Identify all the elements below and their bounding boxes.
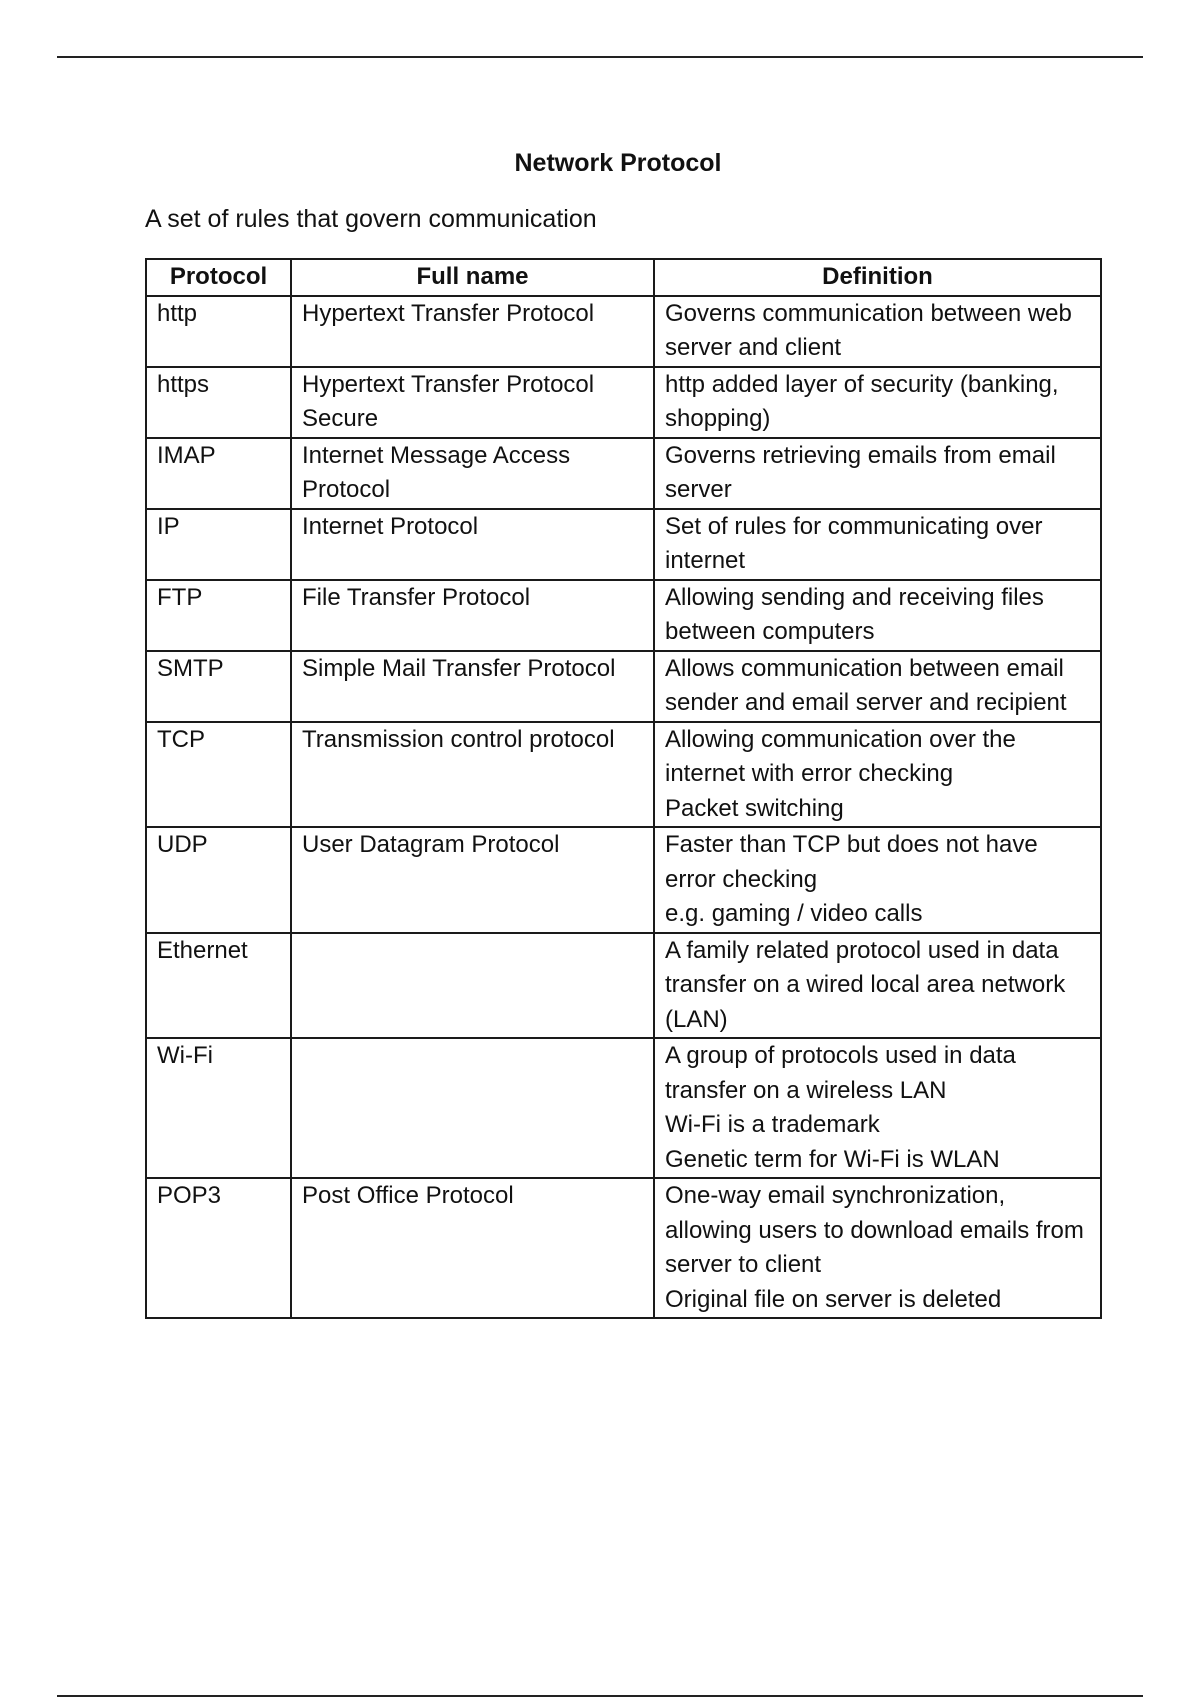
protocol-cell: UDP xyxy=(146,827,291,933)
footer-divider xyxy=(57,1695,1143,1697)
definition-cell: Allowing sending and receiving files between computers xyxy=(654,580,1101,651)
definition-cell: http added layer of security (banking, shopping) xyxy=(654,367,1101,438)
definition-cell: Allows communication between email sender and email server and recipient xyxy=(654,651,1101,722)
column-header-definition: Definition xyxy=(654,259,1101,296)
table-row xyxy=(146,580,1101,651)
protocol-cell: http xyxy=(146,296,291,367)
definition-cell: A family related protocol used in data transfer on a wired local area network (LAN) xyxy=(654,933,1101,1039)
full-name-cell: Internet Protocol xyxy=(291,509,654,580)
table-row xyxy=(146,933,1101,1039)
definition-cell: Faster than TCP but does not have error checking e.g. gaming / video calls xyxy=(654,827,1101,933)
protocol-cell: TCP xyxy=(146,722,291,828)
table-row xyxy=(146,651,1101,722)
full-name-cell: User Datagram Protocol xyxy=(291,827,654,933)
full-name-cell: Internet Message Access Protocol xyxy=(291,438,654,509)
table-row xyxy=(146,296,1101,367)
definition-cell: Governs retrieving emails from email server xyxy=(654,438,1101,509)
protocol-cell: Wi-Fi xyxy=(146,1038,291,1178)
full-name-cell: Hypertext Transfer Protocol xyxy=(291,296,654,367)
column-header-full-name: Full name xyxy=(291,259,654,296)
page-title: Network Protocol xyxy=(514,149,722,177)
table-row xyxy=(146,1038,1101,1178)
definition-cell: Governs communication between web server and client xyxy=(654,296,1101,367)
protocol-cell: SMTP xyxy=(146,651,291,722)
table-row xyxy=(146,367,1101,438)
full-name-cell xyxy=(291,1038,654,1178)
column-header-protocol: Protocol xyxy=(146,259,291,296)
protocol-table xyxy=(145,258,1102,1319)
table-header-row xyxy=(146,259,1101,296)
table-row xyxy=(146,438,1101,509)
protocol-cell: https xyxy=(146,367,291,438)
definition-cell: Allowing communication over the internet with error checking Packet switching xyxy=(654,722,1101,828)
full-name-cell: Transmission control protocol xyxy=(291,722,654,828)
protocol-cell: POP3 xyxy=(146,1178,291,1318)
definition-cell: One-way email synchronization, allowing users to download emails from server to client Original file on server is deleted xyxy=(654,1178,1101,1318)
protocol-cell: Ethernet xyxy=(146,933,291,1039)
full-name-cell xyxy=(291,933,654,1039)
definition-cell: A group of protocols used in data transfer on a wireless LAN Wi-Fi is a trademark Genetic term for Wi-Fi is WLAN xyxy=(654,1038,1101,1178)
table-row xyxy=(146,1178,1101,1318)
table-row xyxy=(146,827,1101,933)
protocol-cell: IP xyxy=(146,509,291,580)
header-divider xyxy=(57,56,1143,58)
table-row xyxy=(146,722,1101,828)
full-name-cell: File Transfer Protocol xyxy=(291,580,654,651)
protocol-cell: IMAP xyxy=(146,438,291,509)
definition-cell: Set of rules for communicating over internet xyxy=(654,509,1101,580)
full-name-cell: Simple Mail Transfer Protocol xyxy=(291,651,654,722)
table-row xyxy=(146,509,1101,580)
page-subtitle: A set of rules that govern communication xyxy=(145,205,597,233)
protocol-cell: FTP xyxy=(146,580,291,651)
full-name-cell: Hypertext Transfer Protocol Secure xyxy=(291,367,654,438)
full-name-cell: Post Office Protocol xyxy=(291,1178,654,1318)
